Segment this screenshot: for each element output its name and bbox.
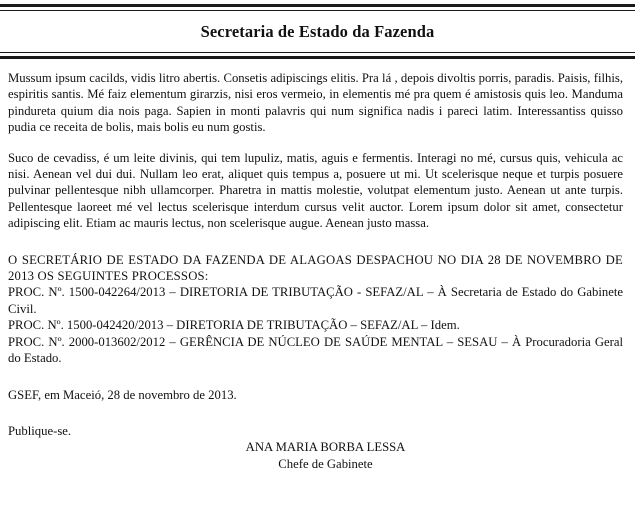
- document-body: [8, 70, 623, 472]
- despacho-heading: O SECRETÁRIO DE ESTADO DA FAZENDA DE ALAGOAS DESPACHOU NO DIA 28 DE NOVEMBRO DE 2013 OS SEGUINTES PROCESSOS:: [8, 252, 623, 284]
- signer-role: Chefe de Gabinete: [278, 456, 373, 471]
- publique-se: Publique-se.: [8, 423, 72, 438]
- process-item: PROC. Nº. 1500-042420/2013 – DIRETORIA DE TRIBUTAÇÃO – SEFAZ/AL – Idem.: [8, 318, 460, 333]
- header-band: [0, 4, 635, 59]
- page-title: Secretaria de Estado da Fazenda: [200, 22, 435, 41]
- process-item: PROC. Nº. 2000-013602/2012 – GERÊNCIA DE NÚCLEO DE SAÚDE MENTAL – SESAU – À Procuradoria Geral do Estado.: [8, 334, 623, 366]
- paragraph-2: Suco de cevadiss, é um leite divinis, qui tem lupuliz, matis, aguis e fermentis. Interagi no mé, cursus quis, vehicula ac nisi. Aenean vel dui dui. Nullam leo erat, aliquet quis tempus a, posuere ut mi. Ut scelerisque neque et turpis posuere pulvinar pellentesque nibh ullamcorper. Pharetra in mattis molestie, volutpat elementum justo. Aenean ut ante turpis. Pellentesque laoreet mé vel lectus scelerisque interdum cursus velit auctor. Lorem ipsum dolor sit amet, consectetur adipiscing elit. Etiam ac mauris lectus, non scelerisque augue. Aenean justo massa.: [8, 150, 623, 231]
- paragraph-1: Mussum ipsum cacilds, vidis litro abertis. Consetis adipiscings elitis. Pra lá , depois divoltis porris, paradis. Paisis, filhis, espiritis santis. Mé faiz elementum girarzis, nisi eros vermeio, in elementis mé pra quem é amistosis quis leo. Manduma pindureta quium dia nois paga. Sapien in monti palavris qui num significa nadis i pareci latim. Interessantiss quisso pudia ce receita de bolis, mais bolis eu num gostis.: [8, 71, 623, 135]
- place-date: GSEF, em Maceió, 28 de novembro de 2013.: [8, 387, 237, 402]
- process-item: PROC. Nº. 1500-042264/2013 – DIRETORIA DE TRIBUTAÇÃO - SEFAZ/AL – À Secretaria de Estado do Gabinete Civil.: [8, 285, 623, 316]
- signer-name: ANA MARIA BORBA LESSA: [245, 440, 406, 455]
